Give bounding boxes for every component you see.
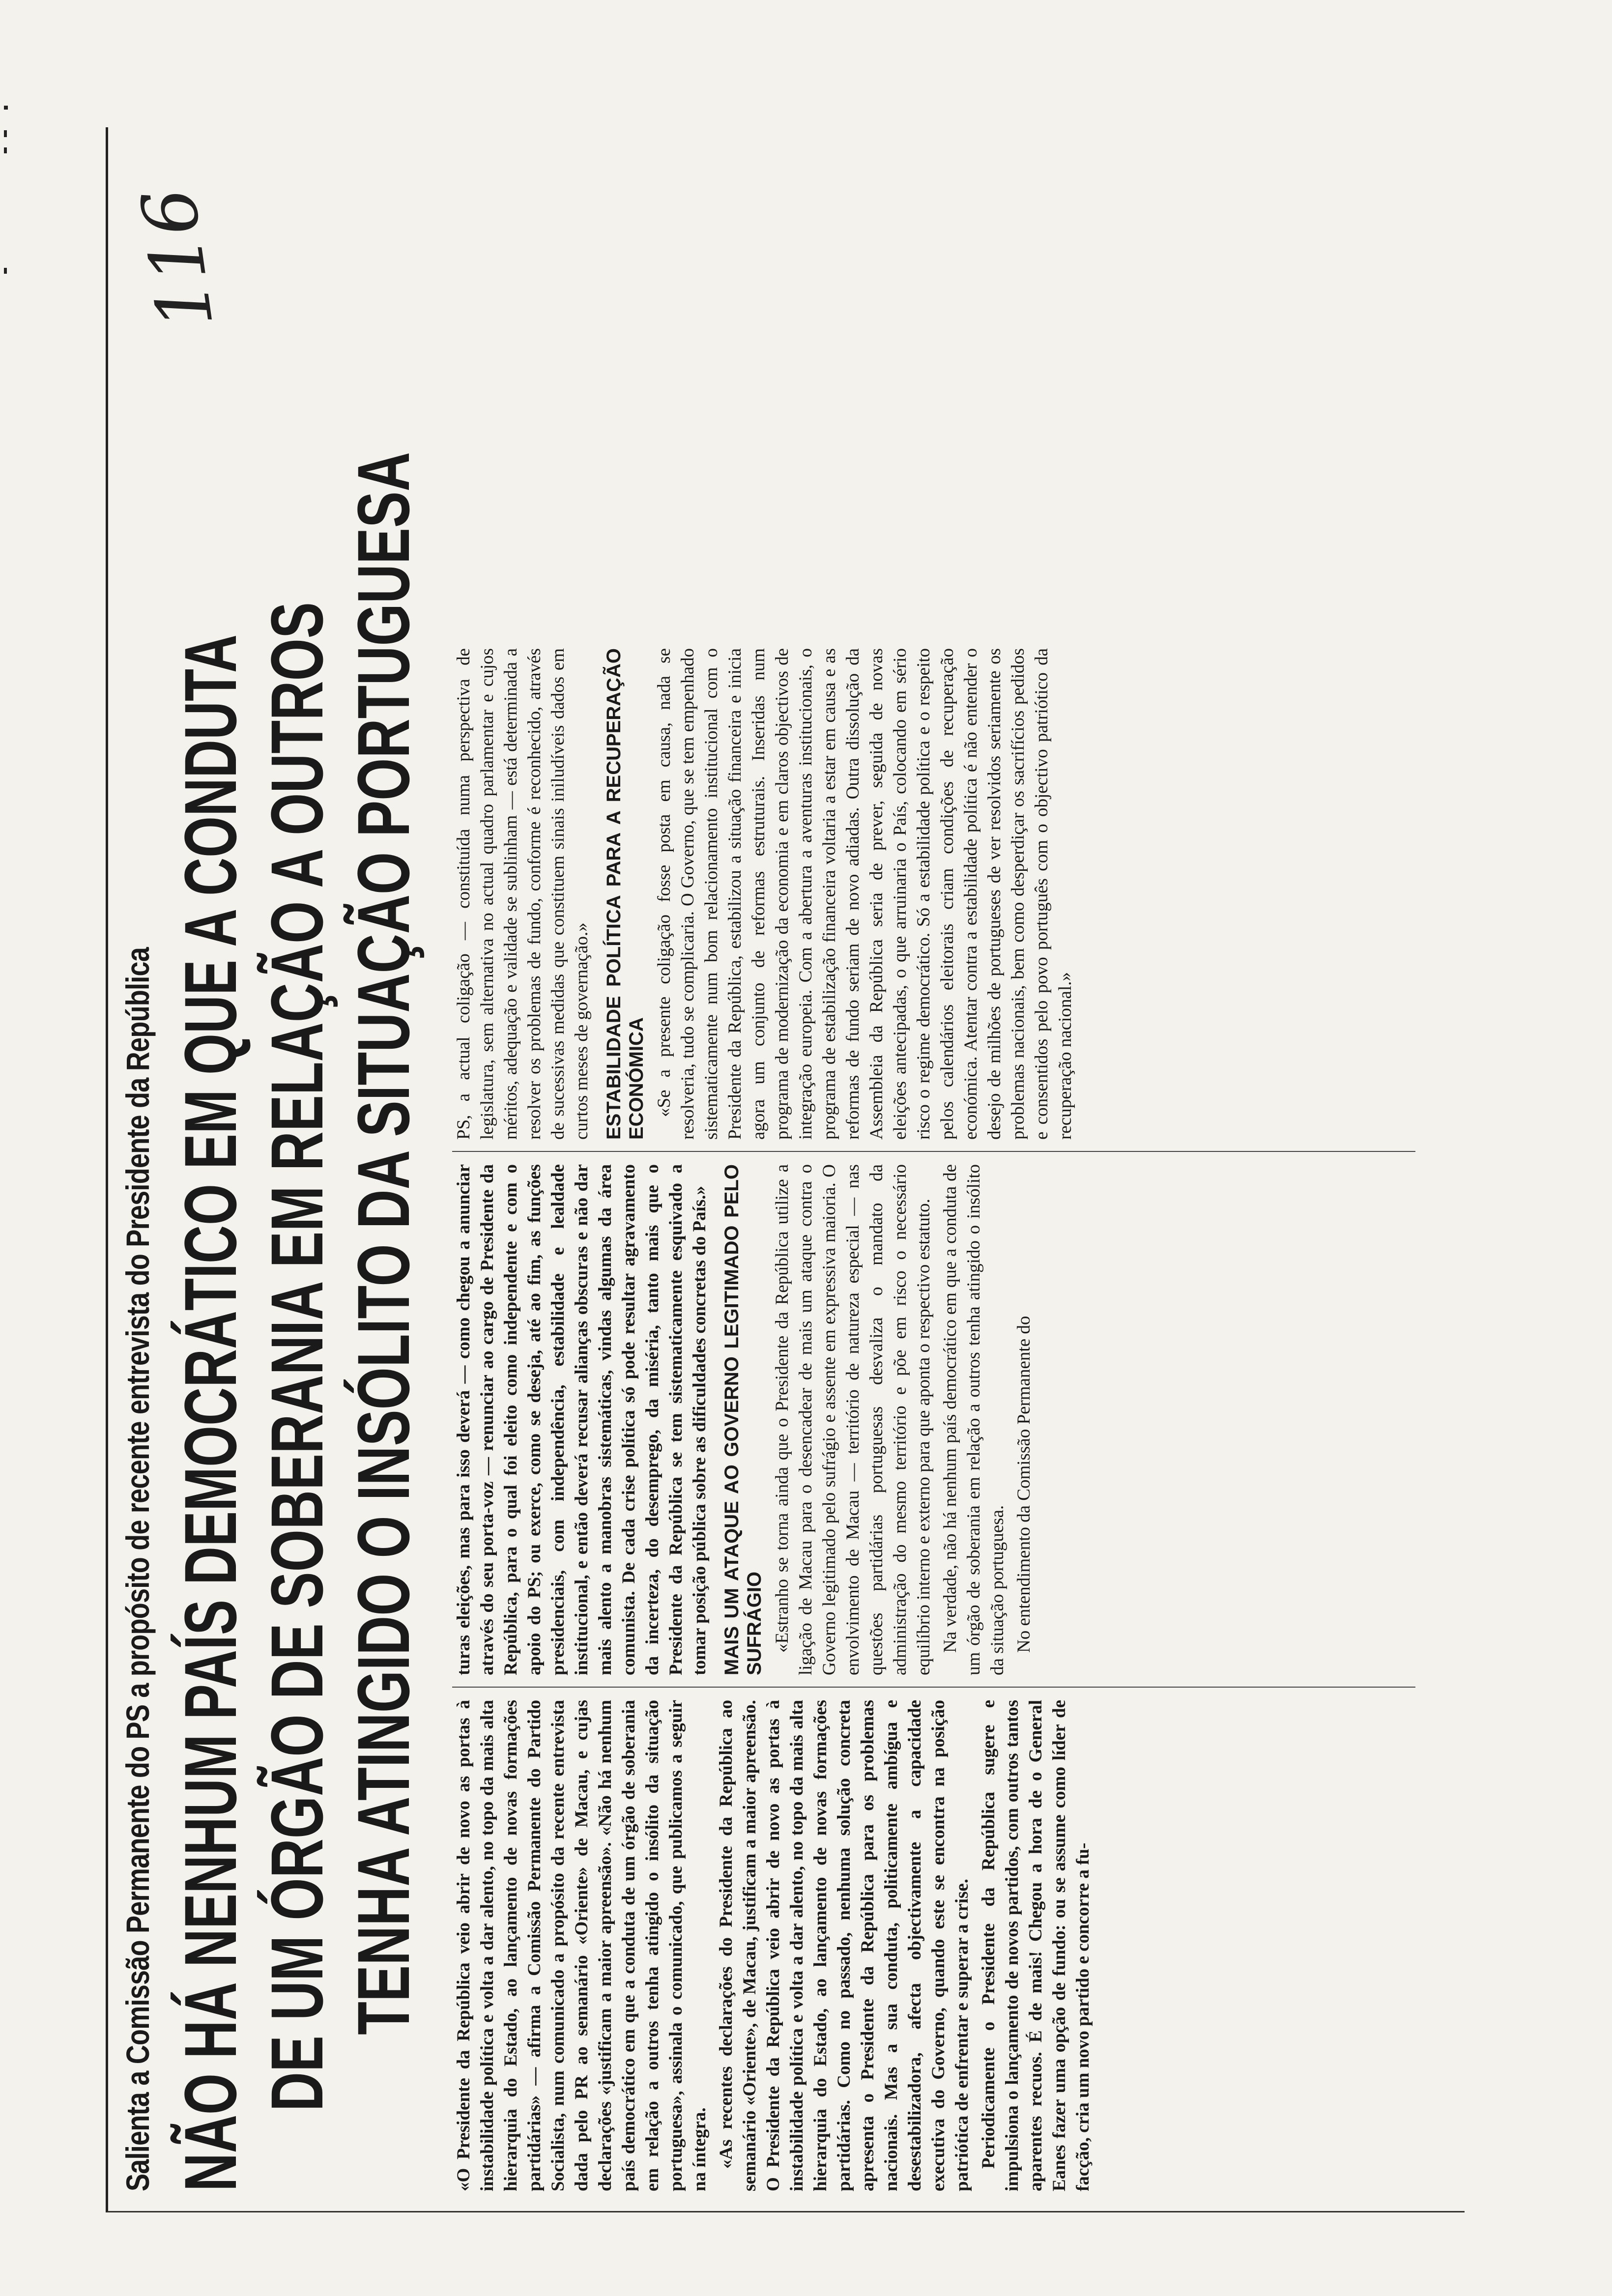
article-column-3	[452, 648, 1445, 1140]
paragraph: «Estranho se torna ainda que o Presidente da República utilize a ligação de Macau para o desencadear de mais um ataque contra o Governo legitimado pelo sufrágio e assente em expressiva maioria. O envolvimento de Macau — território de natureza especial — nas questões partidárias portuguesas desvaliza o mandato da administração do mesmo território e põe em risco o necessário equilíbrio interno e externo para que aponta o respectivo estatuto.	[772, 1164, 934, 1675]
kicker-line: Salienta a Comissão Permanente do PS a propósito de recente entrevista do Presidente da República	[119, 947, 156, 2191]
headline-line-2: DE UM ÓRGÃO DE SOBERANIA EM RELAÇÃO A OUTROS	[256, 602, 338, 2112]
paragraph: Periodicamente o Presidente da República sugere e impulsiona o lançamento de novos partidos, com outros tantos aparentes recuos. É de mais! Chegou a hora de o General Eanes fazer uma opção de fundo: ou se assume como líder de facção, cria um novo partido e concorre a fu-	[979, 1700, 1093, 2191]
article-column-1	[452, 1700, 1445, 2191]
subheading: ESTABILIDADE POLÍTICA PARA A RECUPERAÇÃO ECONÓMICA	[603, 648, 647, 1140]
article-column-2	[452, 1164, 1445, 1675]
column-rule	[452, 1687, 1415, 1688]
handwritten-page-number: 116	[125, 182, 230, 334]
headline-line-3: TENHA ATINGIDO O INSÓLITO DA SITUAÇÃO PORTUGUESA	[342, 452, 425, 2035]
paragraph: turas eleições, mas para isso deverá — como chegou a anunciar através do seu porta-voz — renunciar ao cargo de Presidente da República, para o qual foi eleito como independente e com o apoio do PS; ou exerce, como se deseja, até ao fim, as funções presidenciais, com independência, estabilidade e lealdade institucional, e então deverá recusar alianças obscuras e não dar mais alento a manobras sistemáticas, vindas algumas da área comunista. De cada crise política só pode resultar agravamento da incerteza, do desemprego, da miséria, tanto mais que o Presidente da República se tem sistematicamente esquivado a tomar posição pública sobre as dificuldades concretas do País.»	[454, 1164, 710, 1675]
paragraph: «Se a presente coligação fosse posta em causa, nada se resolveria, tudo se complicaria. O Governo, que se tem empenhado sistematicamente num bom relacionamento institucional com o Presidente da República, estabilizou a situação financeira e inicia agora um conjunto de reformas estruturais. Inseridas num programa de modernização da economia e em claros objectivos de integração europeia. Com a abertura a aventuras institucionais, o programa de estabilização financeira voltaria a estar em causa e as reformas de fundo seriam de novo adiadas. Outra dissolução da Assembleia da República seria de prever, seguida de novas eleições antecipadas, o que arruinaria o País, colocando em sério risco o regime democrático. Só a estabilidade política e o respeito pelos calendários eleitorais criam condições de recuperação económica. Atentar contra a estabilidade política é não entender o desejo de milhões de portugueses de ver resolvidos seriamente os problemas nacionais, bem como desperdiçar os sacrifícios pedidos e consentidos pelo povo português com o objectivo patriótico da recuperação nacional.»	[654, 648, 1075, 1140]
subheading: MAIS UM ATAQUE AO GOVERNO LEGITIMADO PELO SUFRÁGIO	[721, 1164, 765, 1675]
column-rule	[452, 1151, 1415, 1152]
paragraph: Na verdade, não há nenhum país democrático em que a conduta de um órgão de soberania em relação a outros tenha atingido o insólito da situação portuguesa.	[940, 1164, 1008, 1675]
newspaper-clipping	[106, 127, 1465, 2212]
headline-line-1: NÃO HÁ NENHUM PAÍS DEMOCRÁTICO EM QUE A CONDUTA	[169, 634, 252, 2191]
paragraph: No entendimento da Comissão Permanente do	[1014, 1316, 1034, 1653]
paragraph: «As recentes declarações do Presidente da República ao semanário «Oriente», de Macau, justificam a maior apreensão. O Presidente da República veio abrir de novo as portas à instabilidade política e volta a dar alento, no topo da mais alta hierarquia do Estado, ao lançamento de novas formações partidárias. Como no passado, nenhuma solução concreta apresenta o Presidente da República para os problemas nacionais. Mas a sua conduta, politicamente ambígua e desestabilizadora, afecta objectivamente a capacidade executiva do Governo, quando este se encontra na posição patriótica de enfrentar e superar a crise.	[716, 1700, 972, 2191]
paragraph: «O Presidente da República veio abrir de novo as portas à instabilidade política e volta a dar alento, no topo da mais alta hierarquia do Estado, ao lançamento de novas formações partidárias» — afirma a Comissão Permanente do Partido Socialista, num comunicado a propósito da recente entrevista dada pelo PR ao semanário «Oriente» de Macau, e cujas declarações «justificam a maior apreensão». «Não há nenhum país democrático em que a conduta de um órgão de soberania em relação a outros tenha atingido o insólito da situação portuguesa», assinala o comunicado, que publicamos a seguir na íntegra.	[454, 1700, 710, 2191]
headline	[167, 422, 427, 2191]
paragraph: PS, a actual coligação — constituída numa perspectiva de legislatura, sem alternativa no actual quadro parlamentar e cujos méritos, adequação e validade se sublinham — está determinada a resolver os problemas de fundo, conforme é reconhecido, através de sucessivas medidas que constituem sinais iniludíveis dados em curtos meses de governação.»	[454, 648, 592, 1140]
